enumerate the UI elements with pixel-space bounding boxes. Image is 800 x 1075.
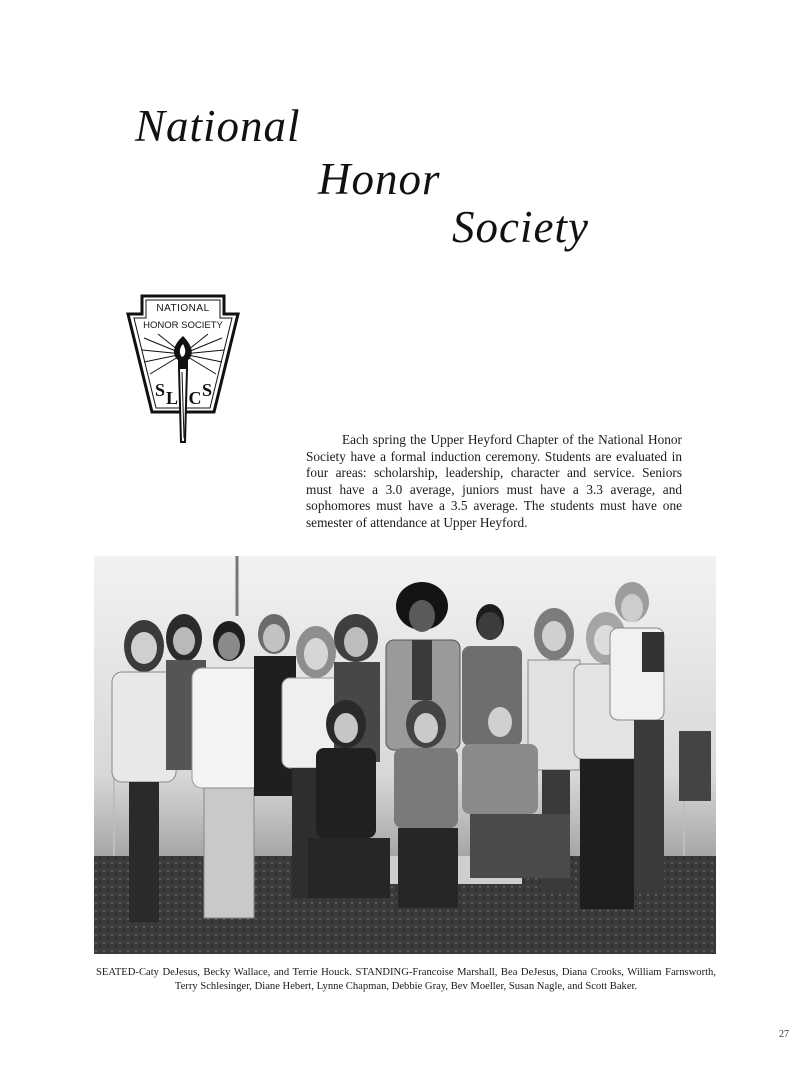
- title-line-honor: Honor: [318, 154, 441, 204]
- page-number: 27: [779, 1029, 789, 1040]
- emblem-text-bottom: HONOR SOCIETY: [143, 320, 223, 331]
- title-line-national: National: [135, 101, 301, 151]
- photo-caption: SEATED-Caty DeJesus, Becky Wallace, and Terrie Houck. STANDING-Francoise Marshall, Bea DeJesus, Diana Crooks, William Farnsworth, Terry Schlesinger, Diane Hebert, Lynne Chapman, Debbie Gray, Bev Moeller, Susan Nagle, and Scott Baker.: [96, 967, 716, 992]
- title-line-society: Society: [452, 202, 589, 252]
- emblem-letter-s1: S: [154, 380, 166, 400]
- emblem-letter-s2: S: [201, 380, 213, 400]
- emblem-text-top: NATIONAL: [156, 303, 210, 314]
- nhs-emblem: [124, 292, 242, 456]
- group-photo: [94, 556, 716, 954]
- intro-paragraph: Each spring the Upper Heyford Chapter of the National Honor Society have a formal induction ceremony. Students are evaluated in four areas: scholarship, leadership, character and service. Seniors must have a 3.0 average, juniors must have a 3.3 average, and sophomores must have a 3.5 average. The students must have one semester of attendance at Upper Heyford.: [306, 432, 682, 530]
- emblem-letter-c: C: [188, 388, 202, 408]
- emblem-letter-l: L: [165, 388, 179, 408]
